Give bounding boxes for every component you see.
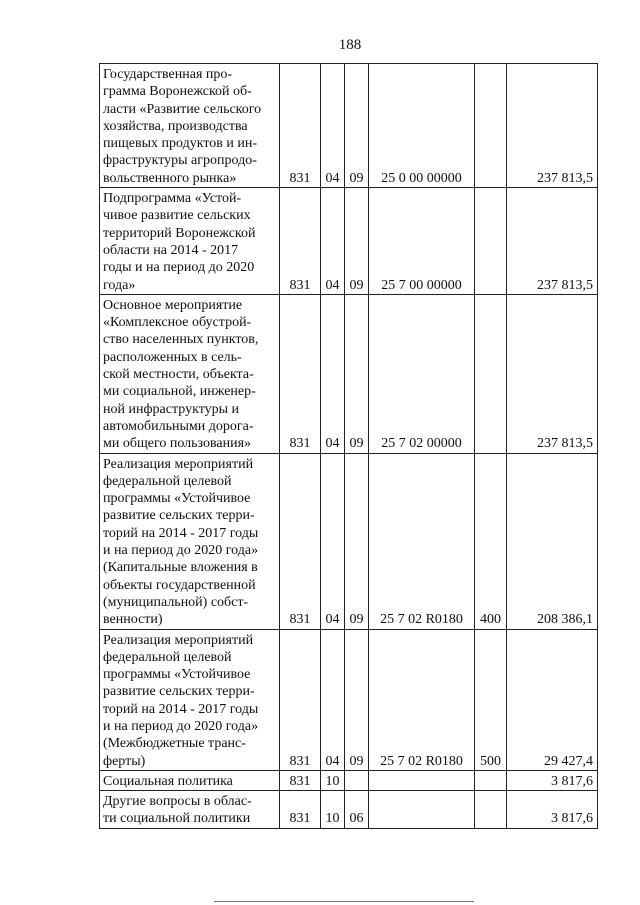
- item-name-line: федеральной целевой: [103, 649, 232, 665]
- expense-type-cell: [475, 770, 507, 790]
- item-name-cell: [100, 188, 280, 295]
- amount-cell: 237 813,5: [507, 294, 598, 453]
- target-article-cell: 25 7 00 00000: [369, 188, 475, 295]
- subsection-code-cell: 09: [345, 629, 369, 770]
- item-name-line: ферты): [103, 753, 146, 769]
- item-name-line: (Межбюджетные транс-: [103, 736, 246, 752]
- subsection-code-cell: 09: [345, 188, 369, 295]
- item-name-line: Другие вопросы в облас-: [103, 794, 252, 810]
- item-name-line: Социальная политика: [103, 773, 233, 789]
- item-name-line: грамма Воронежской об-: [103, 84, 252, 100]
- item-name-line: хозяйства, производства: [103, 118, 248, 134]
- item-name-line: расположенных в сель-: [103, 349, 242, 365]
- item-name-line: ласти «Развитие сельского: [103, 101, 262, 117]
- amount-cell: 208 386,1: [507, 453, 598, 629]
- item-name-cell: [100, 294, 280, 453]
- expense-type-cell: 400: [475, 453, 507, 629]
- item-name-cell: [100, 64, 280, 188]
- item-name-line: развитие сельских терри-: [103, 684, 255, 700]
- item-name-line: ной инфраструктуры и: [103, 401, 240, 417]
- item-name-cell: [100, 453, 280, 629]
- item-name-line: территорий Воронежской: [103, 225, 256, 241]
- amount-cell: 237 813,5: [507, 64, 598, 188]
- table-row: [100, 791, 598, 829]
- table-row: [100, 188, 598, 295]
- item-name-line: венности): [103, 612, 163, 628]
- table-row: [100, 453, 598, 629]
- section-code-cell: 04: [321, 453, 345, 629]
- target-article-cell: 25 0 00 00000: [369, 64, 475, 188]
- ministry-code-cell: 831: [280, 294, 321, 453]
- subsection-code-cell: 09: [345, 453, 369, 629]
- table-row: [100, 629, 598, 770]
- item-name-line: и на период до 2020 года»: [103, 543, 259, 559]
- item-name-line: ми общего пользования»: [103, 436, 252, 452]
- item-name-line: Подпрограмма «Устой-: [103, 191, 242, 207]
- table-row: [100, 770, 598, 790]
- item-name-line: федеральной целевой: [103, 473, 232, 489]
- table-row: [100, 294, 598, 453]
- expense-type-cell: [475, 64, 507, 188]
- item-name-line: Реализация мероприятий: [103, 456, 254, 472]
- item-name-line: области на 2014 - 2017: [103, 242, 239, 258]
- item-name-line: пищевых продуктов и ин-: [103, 136, 258, 152]
- expense-type-cell: [475, 188, 507, 295]
- page-number: 188: [338, 37, 362, 53]
- section-code-cell: 04: [321, 188, 345, 295]
- section-code-cell: 04: [321, 294, 345, 453]
- item-name-line: торий на 2014 - 2017 годы: [103, 525, 259, 541]
- item-name-line: чивое развитие сельских: [103, 208, 251, 224]
- ministry-code-cell: 831: [280, 188, 321, 295]
- ministry-code-cell: 831: [280, 64, 321, 188]
- item-name-cell: [100, 791, 280, 829]
- item-name-line: ской местности, объекта-: [103, 367, 254, 383]
- item-name-line: Основное мероприятие: [103, 297, 243, 313]
- item-name-cell: [100, 629, 280, 770]
- item-name-cell: [100, 770, 280, 790]
- section-code-cell: 04: [321, 629, 345, 770]
- item-name-line: годы и на период до 2020: [103, 260, 255, 276]
- item-name-line: и на период до 2020 года»: [103, 718, 259, 734]
- item-name-line: объекты государственной: [103, 577, 256, 593]
- amount-cell: 29 427,4: [507, 629, 598, 770]
- budget-table-body: [100, 64, 598, 829]
- item-name-line: торий на 2014 - 2017 годы: [103, 701, 259, 717]
- footer-rule: [214, 901, 474, 902]
- budget-table: [99, 63, 598, 829]
- table-row: [100, 64, 598, 188]
- item-name-line: (Капитальные вложения в: [103, 560, 258, 576]
- expense-type-cell: [475, 791, 507, 829]
- target-article-cell: 25 7 02 R0180: [369, 453, 475, 629]
- ministry-code-cell: 831: [280, 453, 321, 629]
- section-code-cell: 04: [321, 64, 345, 188]
- subsection-code-cell: [345, 770, 369, 790]
- amount-cell: 237 813,5: [507, 188, 598, 295]
- amount-cell: 3 817,6: [507, 791, 598, 829]
- item-name-line: ти социальной политики: [103, 811, 251, 827]
- amount-cell: 3 817,6: [507, 770, 598, 790]
- expense-type-cell: [475, 294, 507, 453]
- item-name-line: Реализация мероприятий: [103, 632, 254, 648]
- item-name-line: ство населенных пунктов,: [103, 332, 259, 348]
- item-name-line: фраструктуры агропродо-: [103, 153, 257, 169]
- item-name-line: (муниципальной) собст-: [103, 594, 249, 610]
- item-name-line: развитие сельских терри-: [103, 508, 255, 524]
- target-article-cell: [369, 770, 475, 790]
- item-name-line: вольственного рынка»: [103, 170, 237, 186]
- target-article-cell: [369, 791, 475, 829]
- section-code-cell: 10: [321, 791, 345, 829]
- item-name-line: программы «Устойчивое: [103, 491, 251, 507]
- item-name-line: Государственная про-: [103, 67, 233, 82]
- item-name-line: «Комплексное обустрой-: [103, 315, 252, 331]
- target-article-cell: 25 7 02 R0180: [369, 629, 475, 770]
- subsection-code-cell: 09: [345, 64, 369, 188]
- section-code-cell: 10: [321, 770, 345, 790]
- ministry-code-cell: 831: [280, 791, 321, 829]
- item-name-line: автомобильными дорога-: [103, 418, 254, 434]
- subsection-code-cell: 09: [345, 294, 369, 453]
- ministry-code-cell: 831: [280, 629, 321, 770]
- item-name-line: ми социальной, инженер-: [103, 384, 256, 400]
- target-article-cell: 25 7 02 00000: [369, 294, 475, 453]
- ministry-code-cell: 831: [280, 770, 321, 790]
- subsection-code-cell: 06: [345, 791, 369, 829]
- item-name-line: программы «Устойчивое: [103, 667, 251, 683]
- expense-type-cell: 500: [475, 629, 507, 770]
- item-name-line: года»: [103, 277, 136, 293]
